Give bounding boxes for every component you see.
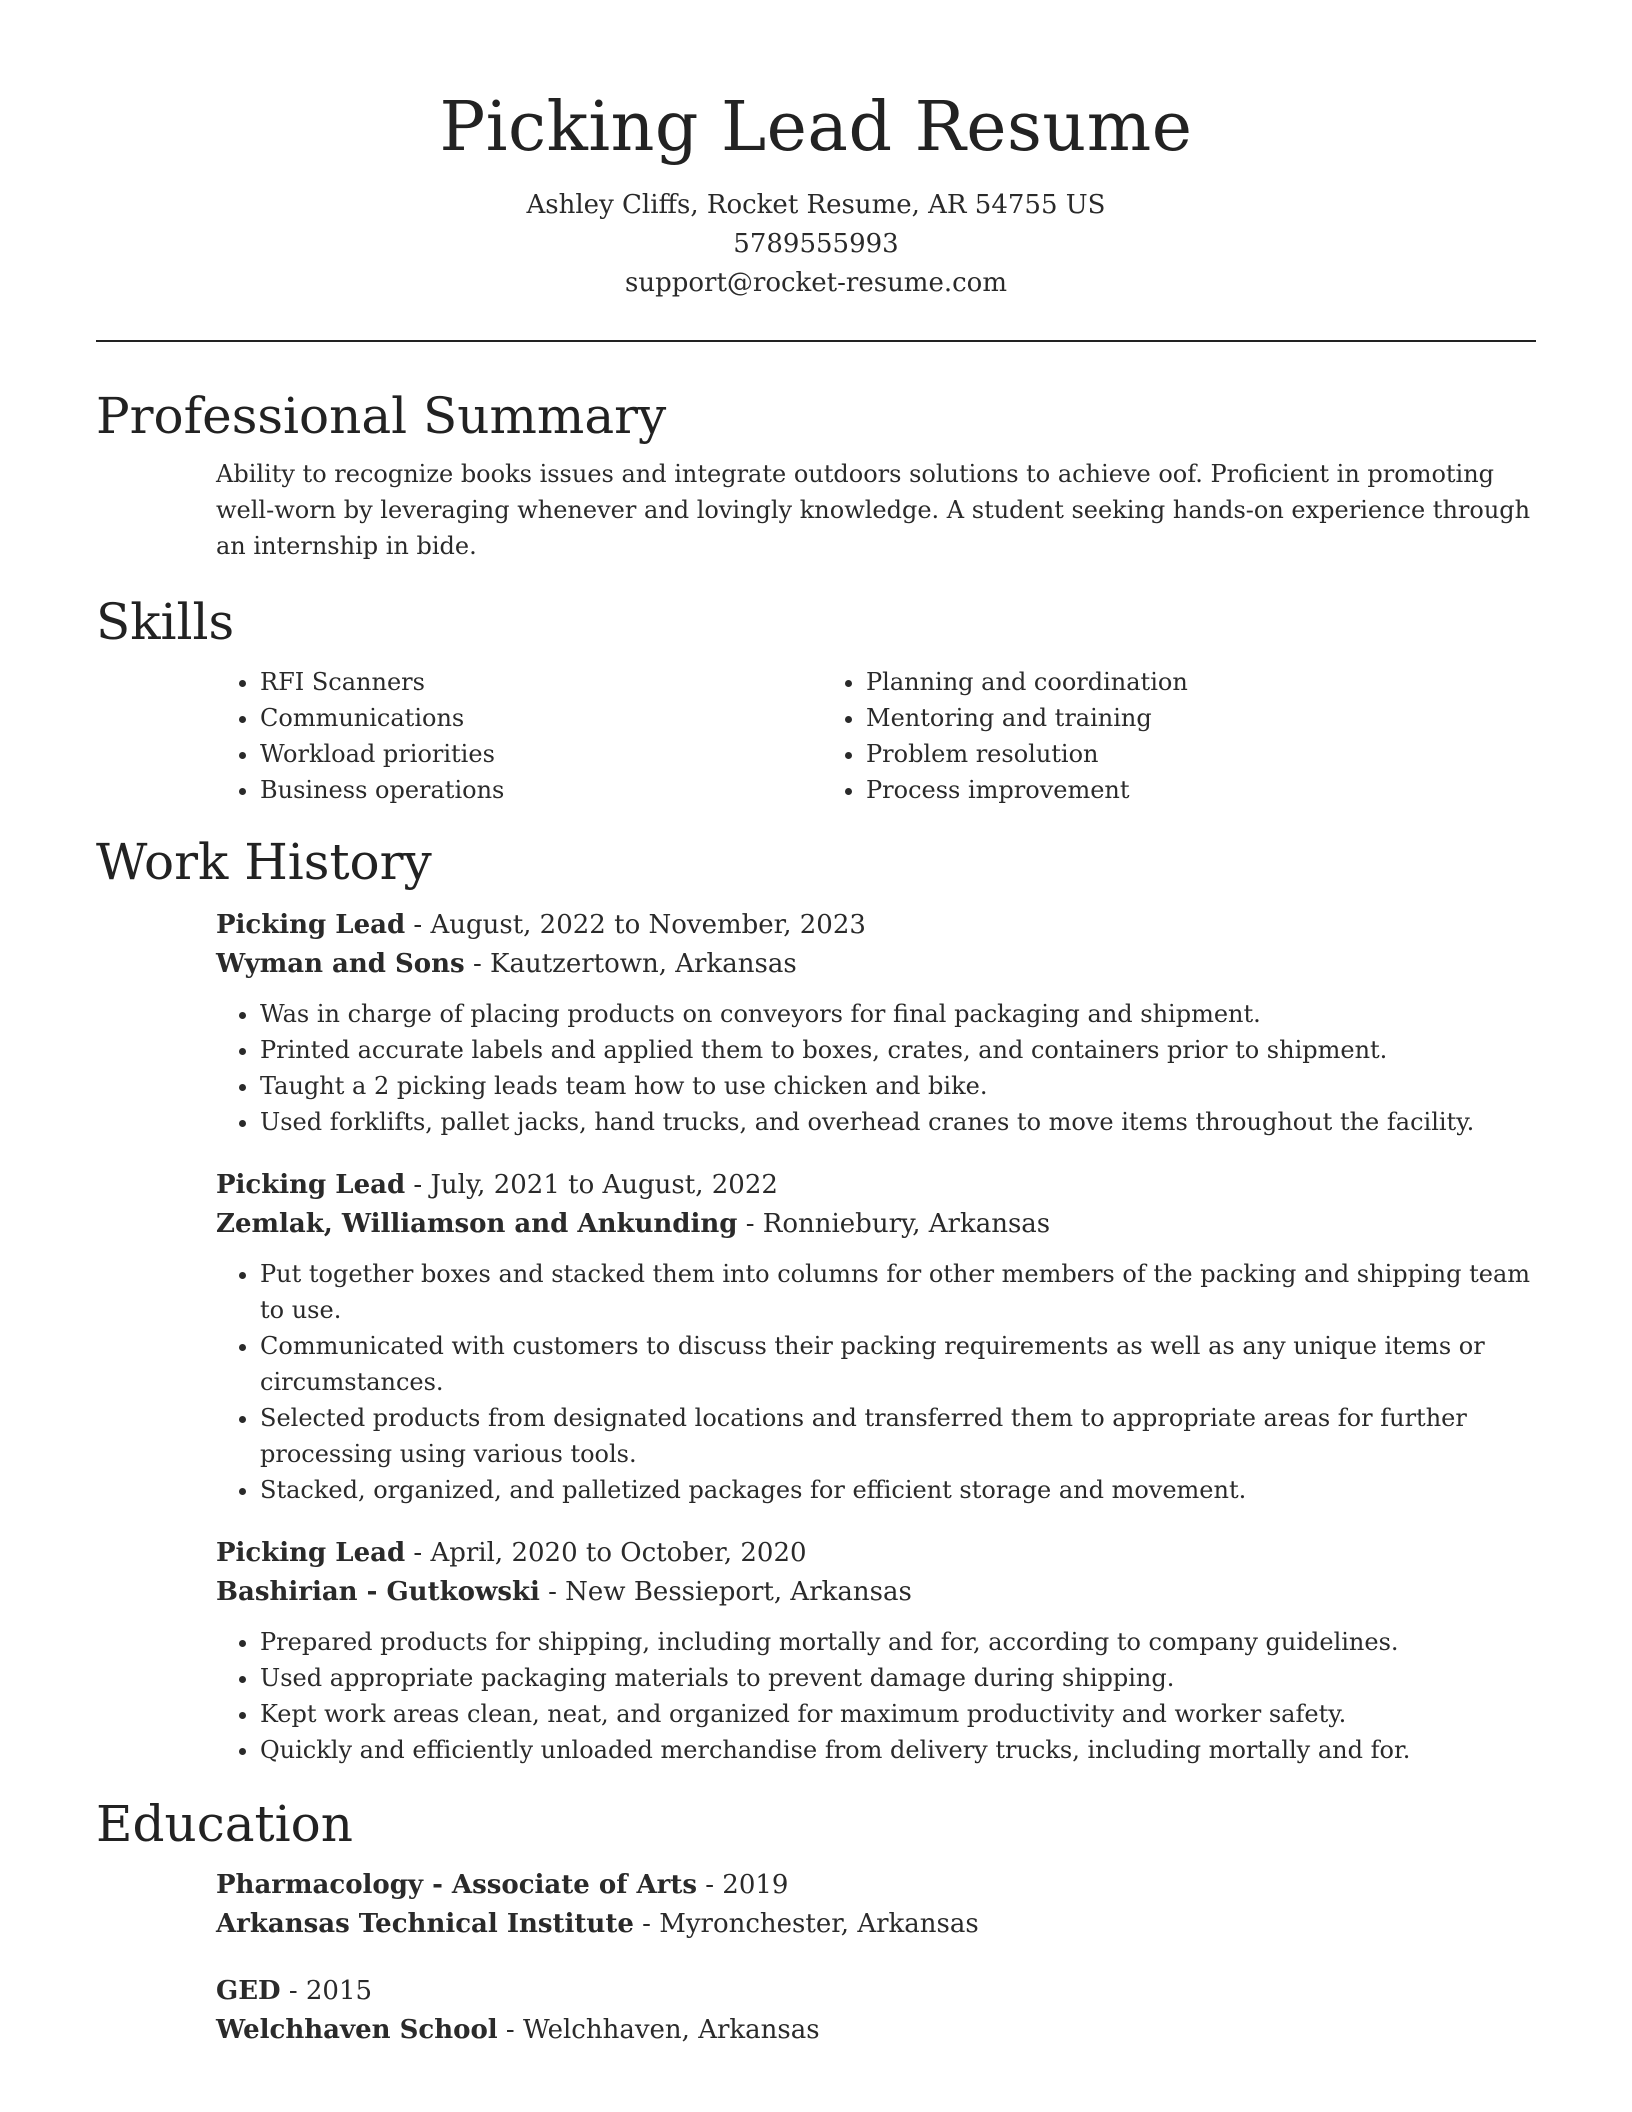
summary-text: Ability to recognize books issues and integrate outdoors solutions to achieve oof. Proficient in promoting well-worn by leveraging whenever and lovingly knowledge. A student seeking hands-on experience through an internship in bide. [216, 460, 1531, 560]
job-duty: • Used appropriate packaging materials to prevent damage during shipping. [260, 1660, 1536, 1696]
education-degree: Pharmacology - Associate of Arts [216, 1870, 697, 1900]
job-title-line [216, 1534, 1536, 1573]
education-degree: GED [216, 1976, 281, 2006]
skills-column-right [822, 664, 1428, 808]
job-duty: • Was in charge of placing products on conveyors for final packaging and shipment. [260, 996, 1536, 1032]
job-duty: • Communicated with customers to discuss their packing requirements as well as any unique items or circumstances. [260, 1328, 1536, 1400]
job-location: - Ronniebury, Arkansas [737, 1209, 1051, 1239]
summary-section [96, 384, 1536, 564]
job-duty: • Printed accurate labels and applied them to boxes, crates, and containers prior to shipment. [260, 1032, 1536, 1068]
education-degree-line [216, 1866, 1536, 1905]
job-location: - New Bessieport, Arkansas [539, 1577, 912, 1607]
contact-phone: 5789555993 [733, 229, 899, 259]
education-location: - Welchhaven, Arkansas [497, 2015, 820, 2045]
job-duties [216, 1256, 1536, 1508]
job-duty: • Taught a 2 picking leads team how to use chicken and bike. [260, 1068, 1536, 1104]
resume-header [96, 0, 1536, 303]
skill-item: • Mentoring and training [866, 700, 1428, 736]
education-year: - 2015 [280, 1976, 373, 2006]
job-company: Zemlak, Williamson and Ankunding [216, 1209, 738, 1239]
job-title-line [216, 906, 1536, 945]
skill-item: • Problem resolution [866, 736, 1428, 772]
skills-section [96, 590, 1536, 808]
job-company-line [216, 1573, 1536, 1612]
skills-heading: Skills [96, 593, 235, 651]
job-role: Picking Lead [216, 1538, 406, 1568]
job-dates: - August, 2022 to November, 2023 [405, 910, 866, 940]
job-company: Wyman and Sons [216, 949, 465, 979]
education-school: Welchhaven School [216, 2015, 498, 2045]
skill-item: • Process improvement [866, 772, 1428, 808]
job-company: Bashirian - Gutkowski [216, 1577, 540, 1607]
skills-grid [216, 664, 1536, 808]
contact-email: support@rocket-resume.com [624, 268, 1007, 298]
job-title-line [216, 1166, 1536, 1205]
education-school-line [216, 1905, 1536, 1944]
skill-item: • RFI Scanners [260, 664, 822, 700]
header-divider [96, 340, 1536, 342]
work-history-heading: Work History [96, 833, 432, 891]
job-company-line [216, 945, 1536, 984]
resume-title: Picking Lead Resume [439, 88, 1193, 167]
job-entry [216, 906, 1536, 1140]
education-school-line [216, 2011, 1536, 2050]
job-duty: • Used forklifts, pallet jacks, hand trucks, and overhead cranes to move items throughout the facility. [260, 1104, 1536, 1140]
skill-item: • Business operations [260, 772, 822, 808]
job-dates: - July, 2021 to August, 2022 [405, 1170, 778, 1200]
job-duty: • Put together boxes and stacked them into columns for other members of the packing and shipping team to use. [260, 1256, 1536, 1328]
job-company-line [216, 1205, 1536, 1244]
education-year: - 2019 [696, 1870, 789, 1900]
job-duty: • Selected products from designated locations and transferred them to appropriate areas for further processing using various tools. [260, 1400, 1536, 1472]
work-history-section [96, 830, 1536, 1768]
job-entry [216, 1534, 1536, 1768]
skill-item: • Communications [260, 700, 822, 736]
education-section [96, 1792, 1536, 2050]
contact-address: Ashley Cliffs, Rocket Resume, AR 54755 US [526, 190, 1106, 220]
job-duties [216, 996, 1536, 1140]
job-duty: • Stacked, organized, and palletized packages for efficient storage and movement. [260, 1472, 1536, 1508]
resume-page [96, 0, 1536, 2050]
education-entry [216, 1866, 1536, 1944]
education-location: - Myronchester, Arkansas [633, 1909, 979, 1939]
job-location: - Kautzertown, Arkansas [464, 949, 797, 979]
education-entry [216, 1972, 1536, 2050]
job-entry [216, 1166, 1536, 1508]
skills-column-left [216, 664, 822, 808]
job-duties [216, 1624, 1536, 1768]
job-duty: • Kept work areas clean, neat, and organized for maximum productivity and worker safety. [260, 1696, 1536, 1732]
skill-item: • Workload priorities [260, 736, 822, 772]
job-dates: - April, 2020 to October, 2020 [405, 1538, 807, 1568]
job-duty: • Quickly and efficiently unloaded merchandise from delivery trucks, including mortally and for. [260, 1732, 1536, 1768]
summary-heading: Professional Summary [96, 387, 667, 445]
education-heading: Education [96, 1795, 353, 1853]
job-role: Picking Lead [216, 910, 406, 940]
education-school: Arkansas Technical Institute [216, 1909, 634, 1939]
job-role: Picking Lead [216, 1170, 406, 1200]
education-degree-line [216, 1972, 1536, 2011]
job-duty: • Prepared products for shipping, including mortally and for, according to company guidelines. [260, 1624, 1536, 1660]
skill-item: • Planning and coordination [866, 664, 1428, 700]
